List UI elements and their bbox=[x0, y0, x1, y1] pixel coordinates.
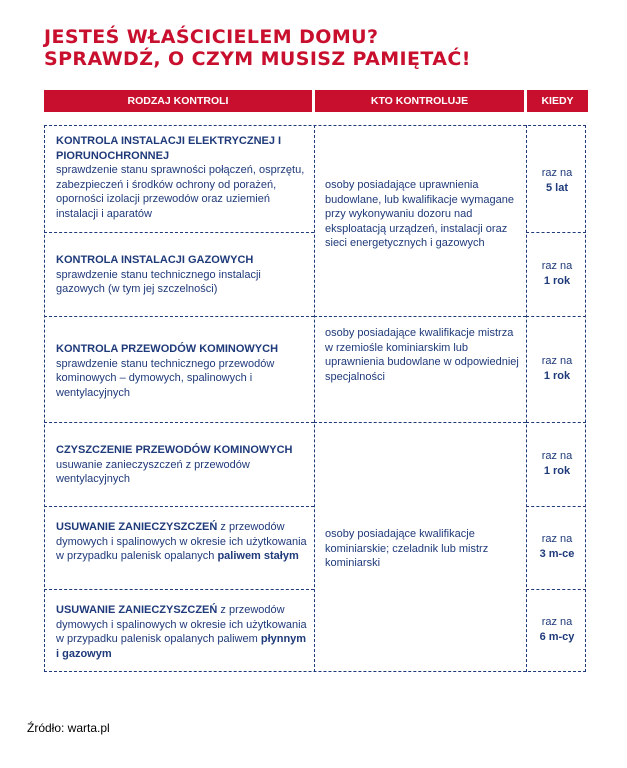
row-divider bbox=[526, 506, 586, 507]
frequency-cell bbox=[527, 354, 587, 384]
header-type: RODZAJ KONTROLI bbox=[44, 90, 312, 112]
frequency-cell bbox=[527, 166, 587, 196]
frequency-cell bbox=[527, 532, 587, 562]
frequency-prefix: raz na bbox=[541, 167, 573, 179]
frequency-prefix: raz na bbox=[541, 450, 573, 462]
title-line-2: SPRAWDŹ, O CZYM MUSISZ PAMIĘTAĆ! bbox=[44, 48, 471, 70]
frequency-value: 5 lat bbox=[545, 182, 568, 194]
frequency-value: 3 m-ce bbox=[539, 548, 575, 560]
column-divider-1 bbox=[314, 125, 315, 672]
table-row bbox=[56, 520, 308, 564]
frequency-value: 6 m-cy bbox=[539, 631, 575, 643]
row-divider bbox=[526, 232, 586, 233]
row-title: USUWANIE ZANIECZYSZCZEŃ bbox=[56, 521, 218, 533]
table-row bbox=[56, 443, 306, 487]
table-row bbox=[56, 134, 306, 221]
frequency-cell bbox=[527, 449, 587, 479]
page-title bbox=[44, 26, 604, 70]
header-who: KTO KONTROLUJE bbox=[315, 90, 524, 112]
row-divider bbox=[526, 589, 586, 590]
table-row bbox=[56, 603, 308, 661]
row-divider bbox=[44, 232, 314, 233]
frequency-value: 1 rok bbox=[543, 465, 571, 477]
row-description-emphasis: płynnym i gazowym bbox=[56, 633, 307, 660]
frequency-cell bbox=[527, 259, 587, 289]
row-title: KONTROLA PRZEWODÓW KOMINOWYCH bbox=[56, 343, 279, 355]
table-row bbox=[56, 342, 306, 400]
table-row bbox=[56, 253, 306, 297]
row-title: KONTROLA INSTALACJI ELEKTRYCZNEJ I PIORUNOCHRONNEJ bbox=[56, 135, 282, 162]
frequency-value: 1 rok bbox=[543, 275, 571, 287]
row-title: KONTROLA INSTALACJI GAZOWYCH bbox=[56, 254, 254, 266]
row-description: usuwanie zanieczyszczeń z przewodów wentylacyjnych bbox=[56, 458, 250, 485]
row-divider bbox=[44, 506, 314, 507]
row-description-emphasis: paliwem stałym bbox=[217, 550, 299, 562]
row-title: CZYSZCZENIE PRZEWODÓW KOMINOWYCH bbox=[56, 444, 293, 456]
frequency-prefix: raz na bbox=[541, 616, 573, 628]
row-divider bbox=[44, 589, 314, 590]
row-divider bbox=[526, 316, 586, 317]
source-note: Źródło: warta.pl bbox=[27, 721, 110, 735]
title-line-1: JESTEŚ WŁAŚCICIELEM DOMU? bbox=[44, 26, 379, 48]
row-description: z przewodów dymowych i spalinowych w okresie ich użytkowania w przypadku palenisk opalanych paliwem bbox=[56, 604, 307, 645]
frequency-prefix: raz na bbox=[541, 260, 573, 272]
frequency-prefix: raz na bbox=[541, 533, 573, 545]
row-divider bbox=[44, 316, 314, 317]
row-description: z przewodów dymowych i spalinowych w okresie ich użytkowania w przypadku palenisk opalanych bbox=[56, 521, 307, 562]
header-when: KIEDY bbox=[527, 90, 588, 112]
row-divider bbox=[44, 422, 314, 423]
row-divider bbox=[526, 422, 586, 423]
row-description: sprawdzenie stanu sprawności połączeń, osprzętu, zabezpieczeń i środków ochrony od porażeń, oporności izolacji przewodów oraz uziemień instalacji i aparatów bbox=[56, 164, 305, 220]
row-description: sprawdzenie stanu technicznego instalacji gazowych (w tym jej szczelności) bbox=[56, 268, 261, 295]
row-description: sprawdzenie stanu technicznego przewodów kominowych – dymowych, spalinowych i wentylacyjnych bbox=[56, 357, 275, 399]
frequency-cell bbox=[527, 615, 587, 645]
controller-group-1: osoby posiadające uprawnienia budowlane, lub kwalifikacje wymagane przy wykonywaniu dozoru nad eksploatacją urządzeń, instalacji oraz sieci energetycznych i gazowych bbox=[325, 179, 514, 249]
group-divider bbox=[314, 422, 526, 423]
group-divider bbox=[314, 316, 526, 317]
row-title: USUWANIE ZANIECZYSZCZEŃ bbox=[56, 604, 218, 616]
frequency-value: 1 rok bbox=[543, 370, 571, 382]
frequency-prefix: raz na bbox=[541, 355, 573, 367]
controller-group-2: osoby posiadające kwalifikacje mistrza w rzemiośle kominiarskim lub uprawnienia budowlane w odpowiedniej specjalności bbox=[325, 327, 519, 383]
controller-group-3: osoby posiadające kwalifikacje kominiarskie; czeladnik lub mistrz kominiarski bbox=[325, 528, 489, 569]
